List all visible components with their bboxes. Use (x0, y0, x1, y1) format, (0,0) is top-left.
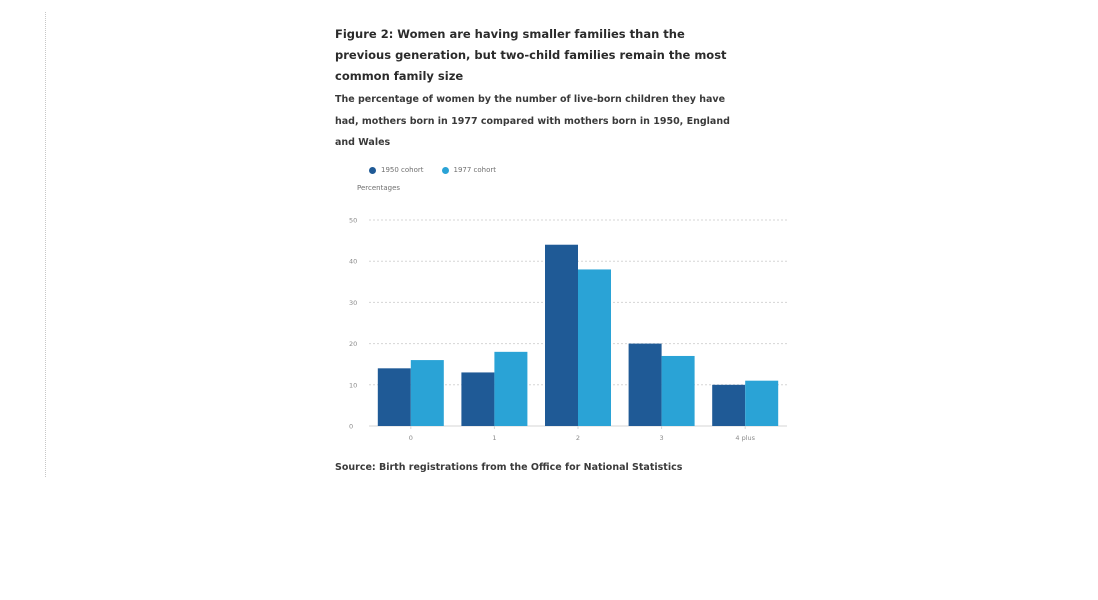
x-tick-label: 0 (408, 434, 413, 442)
bar-chart (335, 162, 795, 442)
bar-1977-1 (494, 352, 527, 426)
figure (335, 24, 795, 442)
x-tick-label: 3 (659, 434, 664, 442)
x-tick-label: 2 (575, 434, 581, 442)
y-tick-label: 10 (349, 381, 358, 390)
y-tick-label: 40 (349, 257, 358, 266)
legend-label-1950: 1950 cohort (381, 166, 424, 174)
legend-label-1977: 1977 cohort (453, 166, 497, 174)
figure-subtitle: The percentage of women by the number of live-born children they have had, mothers born in 1977 compared with mothers born in 1950, England and Wales (335, 94, 730, 148)
y-tick-label: 50 (349, 216, 358, 225)
y-tick-label: 0 (349, 422, 354, 431)
bar-1950-4 (712, 385, 745, 426)
x-tick-label: 1 (492, 434, 497, 442)
y-tick-label: 30 (349, 298, 358, 307)
bar-1977-0 (411, 360, 444, 426)
bar-1977-2 (578, 269, 611, 426)
bar-1950-2 (545, 245, 578, 426)
bar-1950-0 (378, 368, 411, 426)
bar-1950-3 (629, 344, 662, 426)
chart-plot-area (335, 162, 795, 442)
figure-title: Figure 2: Women are having smaller families than the previous generation, but two-child families remain the most common family size (335, 27, 727, 83)
figure-source: Source: Birth registrations from the Office for National Statistics (335, 462, 683, 473)
bar-1977-3 (662, 356, 695, 426)
bar-1977-4 (745, 381, 778, 426)
y-axis-label: Percentages (357, 184, 401, 192)
y-tick-label: 20 (349, 340, 358, 349)
x-tick-label: 4 plus (735, 434, 756, 442)
page-left-rule (45, 12, 46, 477)
bar-1950-1 (461, 372, 494, 426)
